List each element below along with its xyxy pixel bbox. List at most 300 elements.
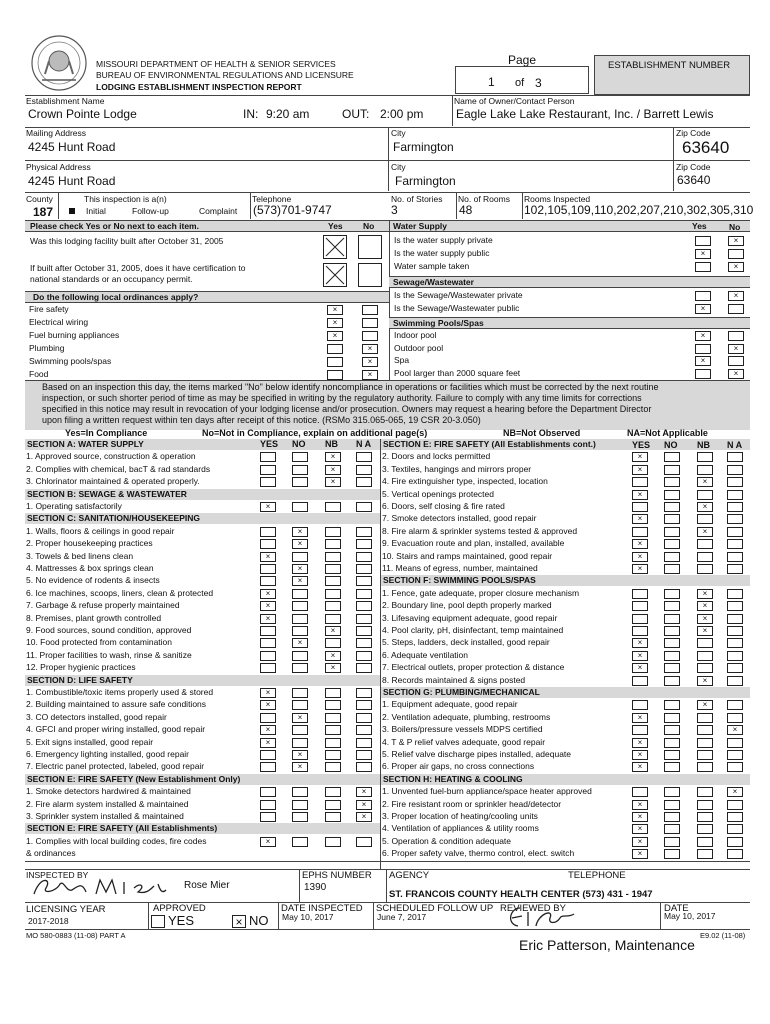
pool-no-checkbox[interactable]: × (728, 369, 744, 379)
checklist-checkbox[interactable] (697, 812, 713, 822)
checklist-checkbox[interactable] (325, 725, 341, 735)
checklist-item: 11. Means of egress, number, maintained (382, 563, 538, 573)
checklist-checkbox[interactable] (664, 738, 680, 748)
sewage-yes-checkbox[interactable]: × (695, 304, 711, 314)
checklist-checkbox[interactable] (727, 762, 743, 772)
ordinance-yes-checkbox[interactable] (327, 357, 343, 367)
checklist-checkbox[interactable] (325, 837, 341, 847)
checklist-checkbox[interactable] (664, 477, 680, 487)
water-supply-yes-checkbox[interactable]: × (695, 249, 711, 259)
checklist-checkbox[interactable] (325, 576, 341, 586)
checklist-checkbox[interactable] (356, 738, 372, 748)
checklist-checkbox[interactable]: × (632, 837, 648, 847)
checklist-checkbox[interactable]: × (632, 762, 648, 772)
column-header-na: N A (356, 439, 372, 449)
checklist-checkbox[interactable] (727, 812, 743, 822)
checklist-checkbox[interactable] (697, 539, 713, 549)
checklist-checkbox[interactable] (697, 762, 713, 772)
checklist-checkbox[interactable] (292, 626, 308, 636)
checklist-checkbox[interactable] (632, 601, 648, 611)
establishment-number-label: ESTABLISHMENT NUMBER (608, 60, 731, 71)
water-supply-no-checkbox[interactable]: × (728, 236, 744, 246)
checklist-checkbox[interactable] (356, 539, 372, 549)
checklist-checkbox[interactable]: × (292, 576, 308, 586)
checklist-checkbox[interactable] (356, 465, 372, 475)
checklist-checkbox[interactable] (727, 738, 743, 748)
checklist-checkbox[interactable] (260, 576, 276, 586)
checklist-checkbox[interactable] (727, 527, 743, 537)
checklist-checkbox[interactable]: × (632, 663, 648, 673)
checklist-checkbox[interactable]: × (632, 824, 648, 834)
pool-yes-checkbox[interactable] (695, 344, 711, 354)
checklist-checkbox[interactable] (727, 564, 743, 574)
checklist-checkbox[interactable] (727, 601, 743, 611)
checklist-checkbox[interactable]: × (632, 564, 648, 574)
ordinance-no-checkbox[interactable]: × (362, 357, 378, 367)
checklist-checkbox[interactable] (727, 465, 743, 475)
checklist-checkbox[interactable]: × (356, 787, 372, 797)
checklist-checkbox[interactable] (632, 787, 648, 797)
checklist-checkbox[interactable]: × (697, 477, 713, 487)
ordinance-no-checkbox[interactable]: × (362, 344, 378, 354)
checklist-checkbox[interactable] (664, 601, 680, 611)
checklist-checkbox[interactable]: × (260, 725, 276, 735)
checklist-checkbox[interactable]: × (292, 762, 308, 772)
city-label: City (391, 128, 406, 138)
checklist-checkbox[interactable]: × (697, 614, 713, 624)
sewage-no-checkbox[interactable] (728, 304, 744, 314)
checklist-checkbox[interactable] (727, 452, 743, 462)
ordinance-no-checkbox[interactable] (362, 305, 378, 315)
checklist-checkbox[interactable]: × (260, 502, 276, 512)
checklist-checkbox[interactable]: × (632, 800, 648, 810)
checklist-checkbox[interactable] (632, 589, 648, 599)
checklist-checkbox[interactable] (260, 787, 276, 797)
section-header: SECTION E: FIRE SAFETY (All Establishments cont.) (381, 439, 750, 450)
pool-no-checkbox[interactable] (728, 356, 744, 366)
checklist-checkbox[interactable]: × (727, 787, 743, 797)
checklist-checkbox[interactable] (260, 626, 276, 636)
checklist-checkbox[interactable] (356, 576, 372, 586)
checklist-checkbox[interactable] (664, 638, 680, 648)
checklist-checkbox[interactable] (697, 564, 713, 574)
checklist-item: 1. Combustible/toxic items properly used & stored (26, 687, 214, 697)
checklist-checkbox[interactable] (664, 663, 680, 673)
checklist-checkbox[interactable] (632, 614, 648, 624)
checklist-checkbox[interactable] (727, 651, 743, 661)
checklist-checkbox[interactable] (356, 762, 372, 772)
checklist-checkbox[interactable] (325, 502, 341, 512)
checklist-checkbox[interactable] (356, 750, 372, 760)
checklist-checkbox[interactable]: × (292, 750, 308, 760)
checklist-item: 10. Food protected from contamination (26, 637, 172, 648)
checklist-checkbox[interactable] (664, 514, 680, 524)
section-header: SECTION E: FIRE SAFETY (New Establishment Only) (25, 774, 380, 785)
checklist-checkbox[interactable] (260, 800, 276, 810)
checklist-checkbox[interactable] (697, 452, 713, 462)
rooms-label: No. of Rooms (458, 194, 510, 204)
checklist-checkbox[interactable]: × (632, 738, 648, 748)
checklist-checkbox[interactable] (664, 490, 680, 500)
water-supply-title: Water Supply (393, 221, 447, 231)
checklist-checkbox[interactable]: × (292, 638, 308, 648)
checklist-checkbox[interactable] (664, 589, 680, 599)
checklist-checkbox[interactable] (727, 849, 743, 859)
checklist-checkbox[interactable] (697, 651, 713, 661)
checklist-checkbox[interactable]: × (260, 589, 276, 599)
checklist-checkbox[interactable] (632, 700, 648, 710)
checklist-checkbox[interactable]: × (292, 713, 308, 723)
checklist-checkbox[interactable] (664, 849, 680, 859)
checklist-checkbox[interactable] (260, 527, 276, 537)
checklist-checkbox[interactable] (727, 502, 743, 512)
checklist-checkbox[interactable] (727, 490, 743, 500)
section-header: SECTION B: SEWAGE & WASTEWATER (25, 489, 380, 500)
checklist-checkbox[interactable] (664, 824, 680, 834)
sewage-no-checkbox[interactable]: × (728, 291, 744, 301)
checklist-checkbox[interactable] (325, 700, 341, 710)
bureau-name: BUREAU OF ENVIRONMENTAL REGULATIONS AND LICENSURE (96, 70, 354, 80)
checklist-checkbox[interactable] (356, 527, 372, 537)
checklist-checkbox[interactable] (325, 812, 341, 822)
approved-no-checkbox[interactable]: × (232, 915, 246, 928)
owner-name: Eagle Lake Lake Restaurant, Inc. / Barrett Lewis (456, 107, 714, 121)
checklist-checkbox[interactable] (727, 614, 743, 624)
sewage-yes-checkbox[interactable] (695, 291, 711, 301)
checklist-checkbox[interactable] (697, 787, 713, 797)
checklist-checkbox[interactable] (325, 539, 341, 549)
checklist-checkbox[interactable] (292, 477, 308, 487)
section-divider (381, 861, 750, 862)
checklist-checkbox[interactable]: × (260, 700, 276, 710)
time-in-label: IN: (243, 107, 259, 121)
checklist-checkbox[interactable] (727, 824, 743, 834)
checklist-checkbox[interactable] (292, 601, 308, 611)
checklist-checkbox[interactable] (697, 514, 713, 524)
checklist-checkbox[interactable]: × (356, 812, 372, 822)
pool-label: Spa (394, 355, 410, 365)
checklist-checkbox[interactable] (292, 651, 308, 661)
checklist-checkbox[interactable] (356, 638, 372, 648)
checklist-checkbox[interactable]: × (632, 490, 648, 500)
checklist-checkbox[interactable]: × (292, 527, 308, 537)
water-supply-yes-checkbox[interactable] (695, 236, 711, 246)
checklist-checkbox[interactable] (356, 477, 372, 487)
checklist-checkbox[interactable] (325, 762, 341, 772)
checklist-checkbox[interactable] (664, 713, 680, 723)
checklist-checkbox[interactable]: × (260, 552, 276, 562)
checklist-checkbox[interactable]: × (697, 589, 713, 599)
checklist-checkbox[interactable]: × (632, 452, 648, 462)
checklist-checkbox[interactable] (356, 626, 372, 636)
checklist-checkbox[interactable] (356, 614, 372, 624)
checklist-checkbox[interactable] (292, 700, 308, 710)
certification-yes-box[interactable] (323, 263, 347, 287)
checklist-checkbox[interactable] (697, 663, 713, 673)
checklist-checkbox[interactable] (697, 713, 713, 723)
checklist-checkbox[interactable]: × (325, 626, 341, 636)
checklist-checkbox[interactable] (664, 750, 680, 760)
checklist-checkbox[interactable]: × (632, 539, 648, 549)
pool-yes-checkbox[interactable]: × (695, 356, 711, 366)
checklist-checkbox[interactable] (260, 477, 276, 487)
checklist-checkbox[interactable]: × (325, 465, 341, 475)
checklist-checkbox[interactable] (260, 465, 276, 475)
checklist-checkbox[interactable] (325, 738, 341, 748)
checklist-checkbox[interactable]: × (632, 849, 648, 859)
ordinance-yes-checkbox[interactable]: × (327, 331, 343, 341)
column-header-yes: YES (632, 440, 651, 450)
checklist-checkbox[interactable] (664, 700, 680, 710)
checklist-checkbox[interactable] (697, 824, 713, 834)
checklist-checkbox[interactable] (325, 688, 341, 698)
checklist-checkbox[interactable] (356, 713, 372, 723)
checklist-checkbox[interactable] (260, 539, 276, 549)
checklist-checkbox[interactable] (664, 502, 680, 512)
checklist-checkbox[interactable] (260, 750, 276, 760)
checklist-checkbox[interactable]: × (325, 663, 341, 673)
built-after-no-box[interactable] (358, 235, 382, 259)
checklist-item: 2. Fire alarm system installed & maintained (26, 798, 189, 809)
water-supply-yes-checkbox[interactable] (695, 262, 711, 272)
notice-line-3: specified in this notice may result in revocation of your lodging license and/or prosecution. Owners may request a hearing before the Department Director (42, 404, 652, 414)
checklist-checkbox[interactable]: × (325, 477, 341, 487)
checklist-checkbox[interactable] (325, 552, 341, 562)
checklist-checkbox[interactable] (325, 589, 341, 599)
water-supply-no-checkbox[interactable] (728, 249, 744, 259)
checklist-checkbox[interactable] (260, 812, 276, 822)
checklist-checkbox[interactable]: × (260, 688, 276, 698)
checklist-checkbox[interactable] (727, 800, 743, 810)
checklist-checkbox[interactable] (697, 837, 713, 847)
ordinance-yes-checkbox[interactable] (327, 344, 343, 354)
pool-no-checkbox[interactable]: × (728, 344, 744, 354)
mailing-zip: 63640 (682, 138, 730, 157)
checklist-checkbox[interactable] (697, 490, 713, 500)
checklist-checkbox[interactable] (697, 750, 713, 760)
checklist-checkbox[interactable]: × (697, 676, 713, 686)
checklist-checkbox[interactable] (727, 477, 743, 487)
checklist-checkbox[interactable] (664, 787, 680, 797)
pool-yes-checkbox[interactable] (695, 369, 711, 379)
water-supply-no-checkbox[interactable]: × (728, 262, 744, 272)
checklist-checkbox[interactable] (292, 552, 308, 562)
checklist-checkbox[interactable] (697, 725, 713, 735)
checklist-checkbox[interactable] (664, 762, 680, 772)
checklist-checkbox[interactable]: × (292, 539, 308, 549)
checklist-checkbox[interactable] (664, 676, 680, 686)
checklist-checkbox[interactable] (664, 812, 680, 822)
checklist-checkbox[interactable]: × (632, 552, 648, 562)
ordinance-yes-checkbox[interactable]: × (327, 305, 343, 315)
checklist-checkbox[interactable] (664, 527, 680, 537)
checklist-checkbox[interactable] (292, 663, 308, 673)
checklist-checkbox[interactable] (697, 465, 713, 475)
ordinance-no-checkbox[interactable] (362, 331, 378, 341)
checklist-checkbox[interactable]: × (325, 651, 341, 661)
checklist-checkbox[interactable] (260, 564, 276, 574)
checklist-checkbox[interactable]: × (697, 626, 713, 636)
no-col-right: No (729, 222, 741, 232)
checklist-checkbox[interactable] (664, 539, 680, 549)
pool-yes-checkbox[interactable]: × (695, 331, 711, 341)
checklist-checkbox[interactable] (356, 589, 372, 599)
checklist-checkbox[interactable] (697, 552, 713, 562)
pools-title: Swimming Pools/Spas (393, 318, 484, 328)
agency-label: AGENCY (389, 870, 430, 881)
checklist-checkbox[interactable] (325, 800, 341, 810)
checklist-checkbox[interactable] (356, 837, 372, 847)
pool-no-checkbox[interactable] (728, 331, 744, 341)
checklist-checkbox[interactable] (664, 725, 680, 735)
checklist-checkbox[interactable]: × (697, 601, 713, 611)
checklist-checkbox[interactable]: × (632, 465, 648, 475)
checklist-checkbox[interactable] (727, 539, 743, 549)
checklist-checkbox[interactable] (664, 452, 680, 462)
checklist-checkbox[interactable] (260, 651, 276, 661)
checklist-checkbox[interactable] (325, 750, 341, 760)
checklist-checkbox[interactable]: × (632, 638, 648, 648)
checklist-checkbox[interactable] (697, 738, 713, 748)
county: 187 (33, 205, 54, 219)
checklist-checkbox[interactable] (356, 688, 372, 698)
checklist-checkbox[interactable] (292, 725, 308, 735)
approved-yes-checkbox[interactable] (151, 915, 165, 928)
checklist-checkbox[interactable]: × (697, 527, 713, 537)
checklist-checkbox[interactable] (356, 700, 372, 710)
checklist-checkbox[interactable] (260, 638, 276, 648)
checklist-checkbox[interactable] (727, 589, 743, 599)
checklist-checkbox[interactable] (727, 750, 743, 760)
checklist-checkbox[interactable] (325, 601, 341, 611)
ordinance-yes-checkbox[interactable] (327, 370, 343, 380)
checklist-checkbox[interactable]: × (632, 651, 648, 661)
checklist-checkbox[interactable]: × (325, 452, 341, 462)
checklist-checkbox[interactable] (727, 663, 743, 673)
checklist-checkbox[interactable] (260, 713, 276, 723)
legend-nb: NB=Not Observed (503, 428, 581, 438)
checklist-checkbox[interactable] (664, 800, 680, 810)
checklist-item: 12. Proper hygienic practices (26, 662, 136, 673)
ordinance-no-checkbox[interactable] (362, 318, 378, 328)
owner-label: Name of Owner/Contact Person (454, 96, 575, 106)
checklist-checkbox[interactable] (325, 713, 341, 723)
checklist-checkbox[interactable] (325, 564, 341, 574)
checklist-checkbox[interactable] (356, 452, 372, 462)
checklist-checkbox[interactable] (356, 725, 372, 735)
checklist-checkbox[interactable] (727, 626, 743, 636)
checklist-checkbox[interactable] (727, 837, 743, 847)
checklist-checkbox[interactable] (356, 663, 372, 673)
checklist-checkbox[interactable] (292, 614, 308, 624)
checklist-checkbox[interactable] (292, 787, 308, 797)
checklist-checkbox[interactable] (325, 527, 341, 537)
built-after-yes-box[interactable] (323, 235, 347, 259)
checklist-checkbox[interactable] (260, 762, 276, 772)
checklist-checkbox[interactable]: × (260, 614, 276, 624)
checklist-item: 6. Doors, self closing & fire rated (382, 501, 505, 511)
checklist-checkbox[interactable]: × (632, 713, 648, 723)
checklist-checkbox[interactable] (727, 638, 743, 648)
checklist-checkbox[interactable]: × (697, 700, 713, 710)
checklist-checkbox[interactable] (325, 638, 341, 648)
checklist-checkbox[interactable] (292, 502, 308, 512)
checklist-item: 6. Proper safety valve, thermo control, elect. switch (382, 848, 575, 859)
checklist-checkbox[interactable] (292, 589, 308, 599)
checklist-checkbox[interactable] (664, 465, 680, 475)
checklist-checkbox[interactable] (664, 626, 680, 636)
checklist-checkbox[interactable] (292, 452, 308, 462)
checklist-checkbox[interactable] (727, 713, 743, 723)
checklist-checkbox[interactable] (632, 502, 648, 512)
checklist-checkbox[interactable] (697, 800, 713, 810)
checklist-checkbox[interactable] (664, 651, 680, 661)
checklist-checkbox[interactable] (356, 552, 372, 562)
checklist-checkbox[interactable] (356, 651, 372, 661)
checklist-checkbox[interactable]: × (632, 750, 648, 760)
initial-checkbox[interactable] (69, 208, 75, 214)
checklist-checkbox[interactable] (632, 527, 648, 537)
reviewer-name: Eric Patterson, Maintenance (519, 937, 695, 953)
checklist-checkbox[interactable]: × (292, 564, 308, 574)
followup-label: Follow-up (132, 206, 169, 216)
checklist-checkbox[interactable] (325, 787, 341, 797)
ordinance-yes-checkbox[interactable]: × (327, 318, 343, 328)
checklist-checkbox[interactable] (325, 614, 341, 624)
checklist-checkbox[interactable] (292, 800, 308, 810)
checklist-checkbox[interactable] (356, 502, 372, 512)
checklist-checkbox[interactable] (632, 725, 648, 735)
checklist-checkbox[interactable] (292, 837, 308, 847)
checklist-checkbox[interactable] (292, 738, 308, 748)
checklist-checkbox[interactable] (727, 700, 743, 710)
checklist-checkbox[interactable] (356, 601, 372, 611)
checklist-checkbox[interactable]: × (632, 514, 648, 524)
checklist-checkbox[interactable] (664, 837, 680, 847)
checklist-checkbox[interactable]: × (260, 601, 276, 611)
checklist-checkbox[interactable]: × (260, 837, 276, 847)
checklist-checkbox[interactable] (356, 564, 372, 574)
checklist-checkbox[interactable] (664, 564, 680, 574)
section-header: SECTION A: WATER SUPPLY (25, 439, 380, 450)
checklist-checkbox[interactable] (727, 514, 743, 524)
checklist-checkbox[interactable] (664, 552, 680, 562)
checklist-checkbox[interactable] (260, 663, 276, 673)
ordinance-no-checkbox[interactable]: × (362, 370, 378, 380)
checklist-checkbox[interactable]: × (356, 800, 372, 810)
checklist-checkbox[interactable]: × (632, 812, 648, 822)
checklist-checkbox[interactable] (697, 638, 713, 648)
checklist-checkbox[interactable] (727, 676, 743, 686)
checklist-checkbox[interactable] (292, 812, 308, 822)
checklist-checkbox[interactable] (727, 552, 743, 562)
checklist-checkbox[interactable]: × (260, 738, 276, 748)
ordinance-label: Food (29, 369, 49, 379)
checklist-checkbox[interactable] (697, 849, 713, 859)
checklist-checkbox[interactable] (260, 452, 276, 462)
checklist-checkbox[interactable]: × (727, 725, 743, 735)
checklist-checkbox[interactable] (632, 477, 648, 487)
checklist-checkbox[interactable] (632, 626, 648, 636)
checklist-checkbox[interactable] (292, 465, 308, 475)
checklist-checkbox[interactable] (292, 688, 308, 698)
checklist-checkbox[interactable]: × (697, 502, 713, 512)
certification-no-box[interactable] (358, 263, 382, 287)
mailing-address: 4245 Hunt Road (28, 140, 116, 154)
checklist-item: 2. Ventilation adequate, plumbing, restrooms (382, 711, 551, 722)
checklist-checkbox[interactable] (664, 614, 680, 624)
checklist-checkbox[interactable] (632, 676, 648, 686)
